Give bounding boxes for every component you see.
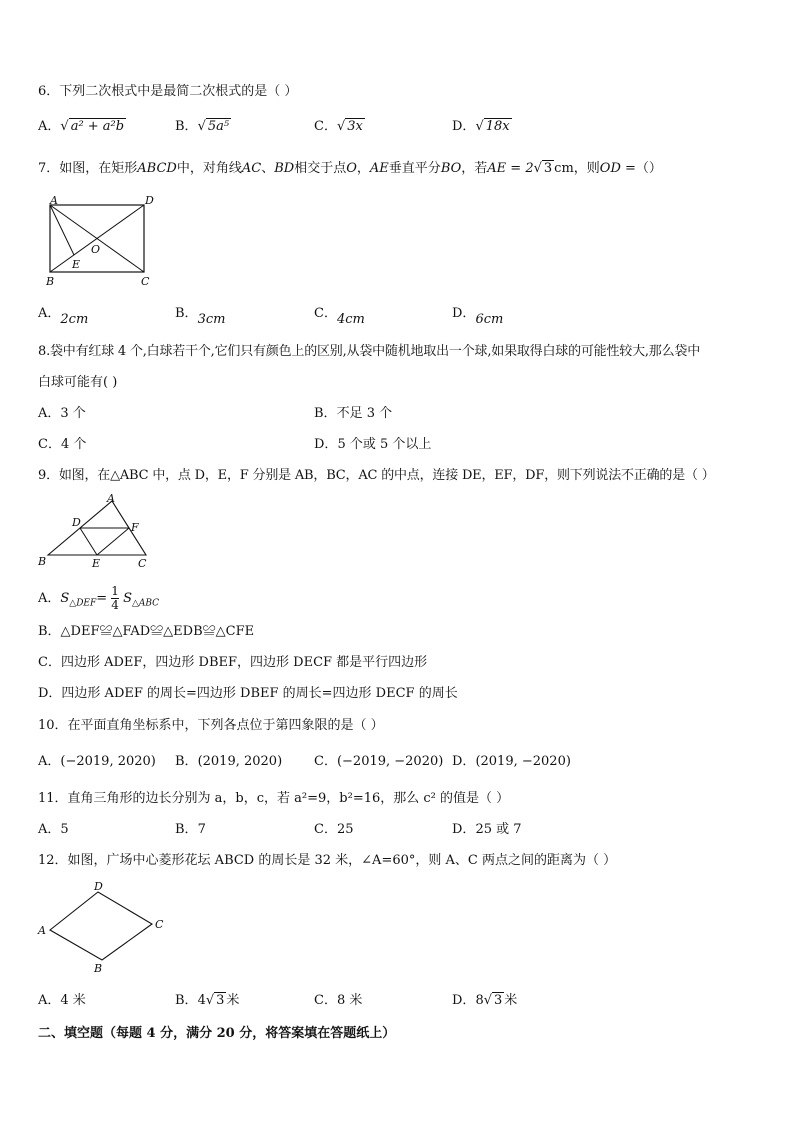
- q11-option-d: D．25 或 7: [452, 822, 522, 837]
- label-a: A: [38, 924, 46, 937]
- q11-option-a: A．5: [38, 822, 69, 837]
- q9-option-d: D．四边形 ADEF 的周长=四边形 DBEF 的周长=四边形 DECF 的周长: [38, 686, 458, 701]
- q8-option-b: B．不足 3 个: [314, 406, 393, 421]
- q8-option-c: C．4 个: [38, 437, 87, 452]
- q12-stem: 12．如图，广场中心菱形花坛 ABCD 的周长是 32 米，∠A=60°，则 A、C 两点之间的距离为（ ）: [38, 853, 617, 868]
- q6-stem: 6．下列二次根式中是最简二次根式的是（ ）: [38, 84, 298, 99]
- q12-option-c: C．8 米: [314, 993, 363, 1008]
- label-d: D: [145, 195, 154, 207]
- label-b: B: [94, 962, 103, 975]
- label-a: A: [107, 493, 115, 505]
- q6-option-c: C．√ 3x: [314, 119, 363, 134]
- label-d: D: [72, 516, 81, 529]
- q6-option-a: A．√ a² + a²b: [38, 119, 125, 134]
- q8-stem-line1: 8.袋中有红球 4 个,白球若干个,它们只有颜色上的区别,从袋中随机地取出一个球,如果取得白球的可能性较大,那么袋中: [38, 344, 701, 359]
- q7-option-a: A．2cm: [38, 306, 89, 327]
- rhombus-abcd: [50, 892, 152, 960]
- q6-option-d: D．√ 18x: [452, 119, 510, 134]
- segment-ef: [97, 528, 129, 555]
- q11-option-c: C．25: [314, 822, 354, 837]
- q12-option-b: B．4√ 3 米: [175, 993, 240, 1008]
- q8-stem-line2: 白球可能有( ): [38, 375, 118, 390]
- label-e: E: [72, 258, 81, 271]
- q9-option-b: B．△DEF≌△FAD≌△EDB≌△CFE: [38, 624, 255, 639]
- label-c: C: [138, 557, 147, 570]
- label-c: C: [155, 918, 164, 931]
- q9-stem: 9．如图，在△ABC 中，点 D，E，F 分别是 AB，BC，AC 的中点，连接 DE，EF，DF，则下列说法不正确的是（ ）: [38, 468, 715, 483]
- q9-option-c: C．四边形 ADEF，四边形 DBEF，四边形 DECF 都是平行四边形: [38, 655, 428, 670]
- label-a: A: [50, 195, 58, 207]
- q10-option-c: C．(−2019, −2020): [314, 754, 444, 769]
- label-f: F: [131, 521, 139, 534]
- q12-option-a: A．4 米: [38, 993, 86, 1008]
- q10-stem: 10．在平面直角坐标系中，下列各点位于第四象限的是（ ）: [38, 718, 384, 733]
- q6-option-b: B．√ 5a⁵: [175, 119, 230, 134]
- segment-de: [80, 528, 97, 555]
- label-b: B: [46, 275, 55, 288]
- segment-ae: [50, 205, 74, 255]
- q12-option-d: D．8√ 3 米: [452, 993, 518, 1008]
- q8-option-a: A．3 个: [38, 406, 86, 421]
- q7-stem: 7．如图，在矩形ABCD中，对角线AC、BD相交于点O，AE垂直平分BO，若AE = 2√ 3 cm，则OD =（）: [38, 161, 662, 176]
- label-b: B: [38, 555, 47, 568]
- label-o: O: [91, 243, 101, 256]
- q9-figure-triangle: [34, 493, 164, 571]
- q9-option-a: A．$S_{\triangle DEF}=$ $\frac{1}{4}$ $S_{\triangle ABC}$: [38, 584, 160, 612]
- q7-option-c: C．4cm: [314, 306, 365, 327]
- q7-figure-rectangle: [40, 195, 160, 290]
- q11-stem: 11．直角三角形的边长分别为 a，b，c，若 a²=9，b²=16，那么 c² 的值是（ ）: [38, 791, 510, 806]
- q10-option-a: A．(−2019, 2020): [38, 754, 156, 769]
- label-c: C: [141, 275, 150, 288]
- q7-option-d: D．6cm: [452, 306, 504, 327]
- label-e: E: [92, 557, 101, 570]
- q10-option-b: B．(2019, 2020): [175, 754, 283, 769]
- section-2-title: 二、填空题（每题 4 分，满分 20 分，将答案填在答题纸上）: [38, 1026, 396, 1041]
- q7-option-b: B．3cm: [175, 306, 226, 327]
- q12-figure-rhombus: [34, 878, 174, 978]
- q10-option-d: D．(2019, −2020): [452, 754, 571, 769]
- q8-option-d: D．5 个或 5 个以上: [314, 437, 432, 452]
- label-d: D: [94, 880, 103, 893]
- q11-option-b: B．7: [175, 822, 206, 837]
